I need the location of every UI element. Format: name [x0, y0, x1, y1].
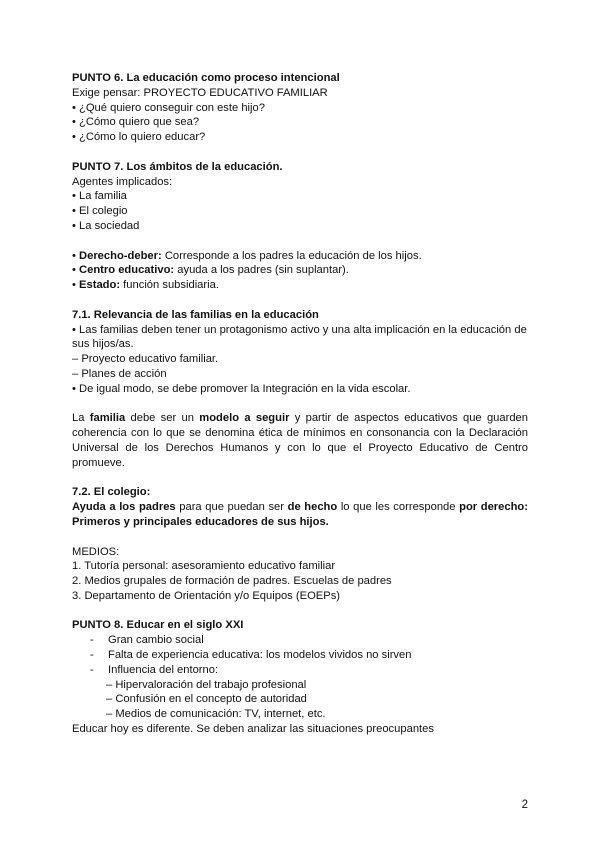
role-item: • Derecho-deber: Corresponde a los padres la educación de los hijos.: [72, 249, 422, 262]
list-item: • La familia: [72, 190, 127, 203]
list-item: • ¿Cómo lo quiero educar?: [72, 131, 206, 144]
list-item: • ¿Qué quiero conseguir con este hijo?: [72, 101, 265, 114]
colegio-line-2: Primeros y principales educadores de sus hijos.: [72, 515, 329, 528]
list-item: – Planes de acción: [72, 367, 167, 380]
closing-line: Educar hoy es diferente. Se deben analizar las situaciones preocupantes: [72, 723, 434, 736]
list-item: - Gran cambio social: [90, 634, 204, 647]
list-subitem: – Hipervaloración del trabajo profesional: [106, 678, 307, 691]
document-body: [72, 71, 528, 737]
colegio-line: Ayuda a los padres para que puedan ser de hecho lo que les corresponde por derecho:: [72, 501, 528, 514]
punto6-line: Exige pensar: PROYECTO EDUCATIVO FAMILIAR: [72, 86, 328, 99]
list-subitem: – Confusión en el concepto de autoridad: [106, 693, 307, 706]
list-item-cont: sus hijos/as.: [72, 338, 134, 351]
section-71-heading: 7.1. Relevancia de las familias en la educación: [72, 308, 319, 321]
list-item: • El colegio: [72, 205, 128, 218]
agents-label: Agentes implicados:: [72, 175, 173, 188]
list-item: • De igual modo, se debe promover la Integración en la vida escolar.: [72, 382, 411, 395]
list-item: – Proyecto educativo familiar.: [72, 353, 219, 366]
punto8-heading: PUNTO 8. Educar en el siglo XXI: [72, 619, 244, 632]
list-item: • Las familias deben tener un protagonismo activo y una alta implicación en la educación de: [72, 323, 527, 336]
list-item: • La sociedad: [72, 219, 140, 232]
section-72-heading: 7.2. El colegio:: [72, 486, 151, 499]
list-item: 2. Medios grupales de formación de padres. Escuelas de padres: [72, 575, 392, 588]
familia-paragraph: La familia debe ser un modelo a seguir y partir de aspectos educativos que guarden coherencia con lo que se denomina ética de mínimos en consonancia con la Declaración Universal de los Derechos Humanos y con lo que el Proyecto Educativo de Centro promueve.: [72, 412, 529, 469]
list-item: 1. Tutoría personal: asesoramiento educativo familiar: [72, 560, 336, 573]
role-item: • Centro educativo: ayuda a los padres (sin suplantar).: [72, 264, 349, 277]
list-item: - Influencia del entorno:: [90, 663, 219, 676]
medios-label: MEDIOS:: [72, 545, 120, 558]
punto7-heading: PUNTO 7. Los ámbitos de la educación.: [72, 160, 283, 173]
list-subitem: – Medios de comunicación: TV, internet, etc.: [106, 708, 326, 721]
list-item: • ¿Cómo quiero que sea?: [72, 116, 200, 129]
role-item: • Estado: función subsidiaria.: [72, 279, 219, 292]
punto6-heading: PUNTO 6. La educación como proceso intencional: [72, 72, 340, 84]
page-number: 2: [521, 799, 528, 811]
list-item: 3. Departamento de Orientación y/o Equipos (EOEPs): [72, 589, 341, 602]
list-item: - Falta de experiencia educativa: los modelos vividos no sirven: [90, 649, 412, 662]
